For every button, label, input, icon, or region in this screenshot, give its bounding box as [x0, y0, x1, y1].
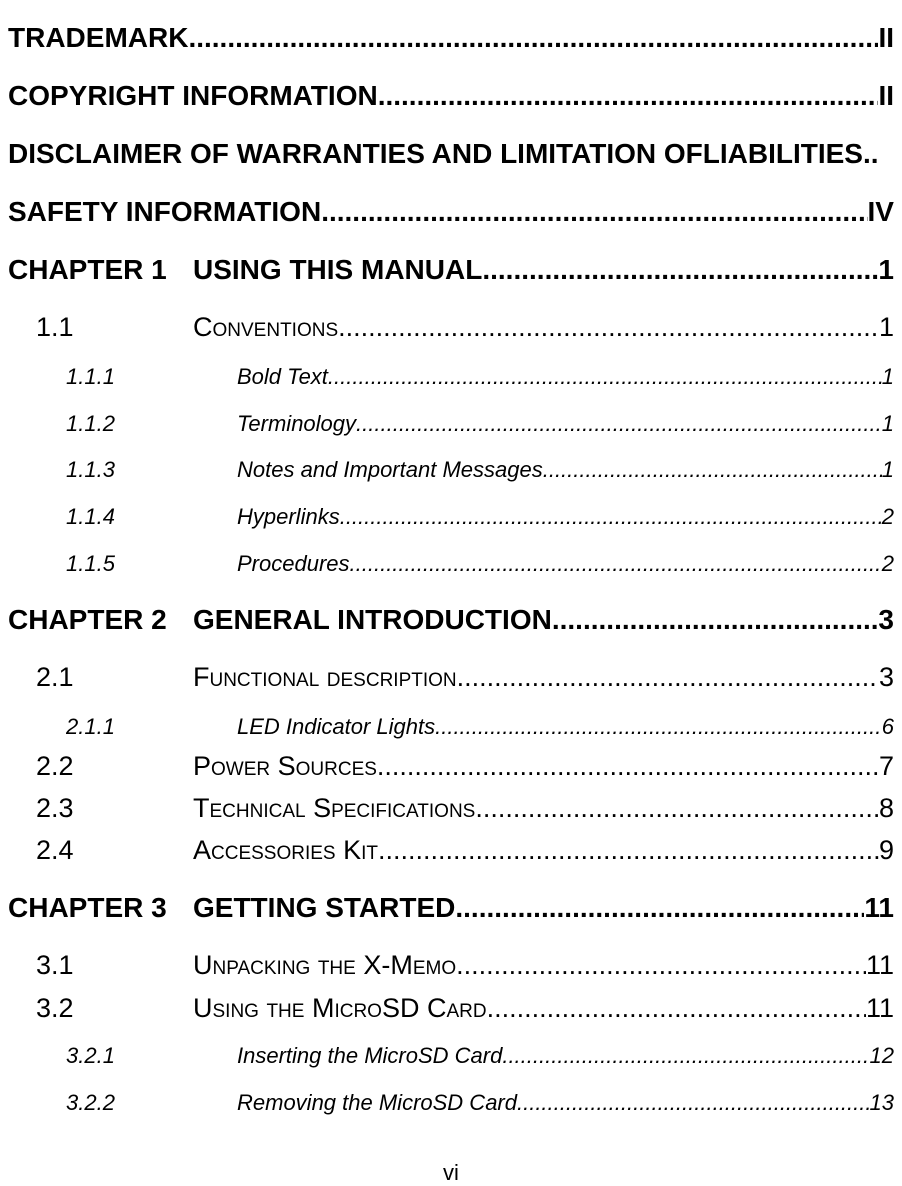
- toc-entry-page: 7: [878, 751, 894, 781]
- toc-subsection-1-1-1[interactable]: [66, 364, 894, 390]
- dot-leader: [517, 1090, 870, 1116]
- toc-entry-title: Removing the MicroSD Card: [237, 1090, 517, 1115]
- toc-entry-title: Technical Specifications: [193, 793, 476, 823]
- dot-leader: [356, 411, 882, 437]
- dot-leader: [455, 892, 864, 924]
- toc-subsection-3-2-1[interactable]: [66, 1043, 894, 1069]
- toc-entry-disclaimer[interactable]: [8, 138, 894, 170]
- subsection-number: 1.1.4: [66, 504, 115, 529]
- toc-entry-title: Accessories Kit: [193, 835, 378, 865]
- subsection-number: 1.1.5: [66, 551, 115, 576]
- toc-entry-page: II: [878, 22, 894, 53]
- toc-entry-page: 8: [878, 793, 894, 823]
- toc-entry-title: GENERAL INTRODUCTION: [193, 604, 552, 635]
- toc-section-3-1[interactable]: [36, 950, 894, 981]
- subsection-number: 1.1.3: [66, 457, 115, 482]
- section-number: 1.1: [36, 312, 74, 342]
- dot-leader: [378, 80, 879, 112]
- dot-leader: [340, 504, 882, 530]
- toc-subsection-1-1-2[interactable]: [66, 411, 894, 437]
- toc-subsection-2-1-1[interactable]: [66, 714, 894, 740]
- toc-entry-title: Inserting the MicroSD Card: [237, 1043, 503, 1068]
- toc-entry-page: IV: [867, 196, 894, 227]
- dot-leader: [435, 714, 882, 740]
- toc-entry-title: Procedures: [237, 551, 350, 576]
- toc-section-2-1[interactable]: [36, 662, 894, 693]
- toc-section-2-4[interactable]: [36, 835, 894, 866]
- toc-entry-page: 11: [865, 993, 894, 1023]
- toc-entry-title: COPYRIGHT INFORMATION: [8, 80, 378, 111]
- dot-leader: [487, 993, 866, 1024]
- toc-entry-title: Unpacking the X-Memo: [193, 950, 457, 980]
- page-number: vi: [443, 1160, 459, 1185]
- dot-leader: [321, 196, 867, 228]
- toc-entry-title: USING THIS MANUAL: [193, 254, 483, 285]
- toc-entry-title: SAFETY INFORMATION: [8, 196, 322, 227]
- toc-section-2-2[interactable]: [36, 751, 894, 782]
- dot-leader: [350, 551, 882, 577]
- toc-entry-page: II: [878, 80, 894, 111]
- toc-entry-title: Notes and Important Messages: [237, 457, 543, 482]
- dot-leader: [338, 312, 879, 343]
- dot-leader: [377, 751, 879, 782]
- section-number: 3.2: [36, 993, 74, 1023]
- toc-entry-title: DISCLAIMER OF WARRANTIES AND LIMITATION OFLIABILITIES..: [8, 138, 879, 169]
- dot-leader: [502, 1043, 869, 1069]
- section-number: 2.4: [36, 835, 74, 865]
- toc-entry-page: 2: [881, 504, 894, 529]
- toc-chapter-2[interactable]: [8, 604, 894, 636]
- dot-leader: [543, 457, 882, 483]
- dot-leader: [188, 22, 878, 54]
- subsection-number: 2.1.1: [66, 714, 115, 739]
- toc-entry-title: Functional description: [193, 662, 457, 692]
- toc-entry-title: LED Indicator Lights: [237, 714, 436, 739]
- subsection-number: 3.2.2: [66, 1090, 115, 1115]
- toc-entry-page: 3: [878, 662, 894, 692]
- toc-entry-title: GETTING STARTED: [193, 892, 456, 923]
- section-number: 3.1: [36, 950, 74, 980]
- toc-subsection-1-1-3[interactable]: [66, 457, 894, 483]
- toc-subsection-3-2-2[interactable]: [66, 1090, 894, 1116]
- toc-entry-page: 1: [878, 312, 894, 342]
- toc-entry-title: Bold Text: [237, 364, 328, 389]
- dot-leader: [457, 662, 879, 693]
- toc-entry-page: 6: [881, 714, 894, 739]
- toc-entry-safety[interactable]: [8, 196, 894, 228]
- dot-leader: [378, 835, 879, 866]
- toc-entry-title: Conventions: [193, 312, 339, 342]
- toc-entry-page: 1: [881, 411, 894, 436]
- toc-entry-page: 1: [881, 457, 894, 482]
- dot-leader: [456, 950, 866, 981]
- toc-entry-page: 9: [878, 835, 894, 865]
- dot-leader: [482, 254, 878, 286]
- toc-entry-title: Power Sources: [193, 751, 377, 781]
- toc-entry-title: Terminology: [237, 411, 357, 436]
- toc-entry-page: 1: [881, 364, 894, 389]
- toc-subsection-1-1-5[interactable]: [66, 551, 894, 577]
- subsection-number: 1.1.2: [66, 411, 115, 436]
- toc-chapter-3[interactable]: [8, 892, 894, 924]
- toc-entry-page: 1: [878, 254, 894, 285]
- section-number: 2.2: [36, 751, 74, 781]
- section-number: 2.1: [36, 662, 74, 692]
- toc-entry-title: TRADEMARK: [8, 22, 189, 53]
- toc-section-2-3[interactable]: [36, 793, 894, 824]
- toc-chapter-1[interactable]: [8, 254, 894, 286]
- chapter-number: CHAPTER 3: [8, 892, 167, 923]
- section-number: 2.3: [36, 793, 74, 823]
- dot-leader: [328, 364, 882, 390]
- toc-subsection-1-1-4[interactable]: [66, 504, 894, 530]
- toc-entry-page: 11: [865, 950, 894, 980]
- dot-leader: [475, 793, 879, 824]
- toc-entry-page: 3: [878, 604, 894, 635]
- chapter-number: CHAPTER 2: [8, 604, 167, 635]
- subsection-number: 1.1.1: [66, 364, 115, 389]
- toc-entry-copyright[interactable]: [8, 80, 894, 112]
- toc-entry-page: 13: [869, 1090, 894, 1115]
- dot-leader: [552, 604, 879, 636]
- toc-section-1-1[interactable]: [36, 312, 894, 343]
- toc-entry-page: 12: [869, 1043, 894, 1068]
- toc-section-3-2[interactable]: [36, 993, 894, 1024]
- subsection-number: 3.2.1: [66, 1043, 115, 1068]
- toc-entry-title: Hyperlinks: [237, 504, 340, 529]
- toc-entry-page: 11: [864, 892, 894, 923]
- toc-entry-page: 2: [881, 551, 894, 576]
- toc-entry-title: Using the MicroSD Card: [193, 993, 487, 1023]
- toc-entry-trademark[interactable]: [8, 22, 894, 54]
- chapter-number: CHAPTER 1: [8, 254, 167, 285]
